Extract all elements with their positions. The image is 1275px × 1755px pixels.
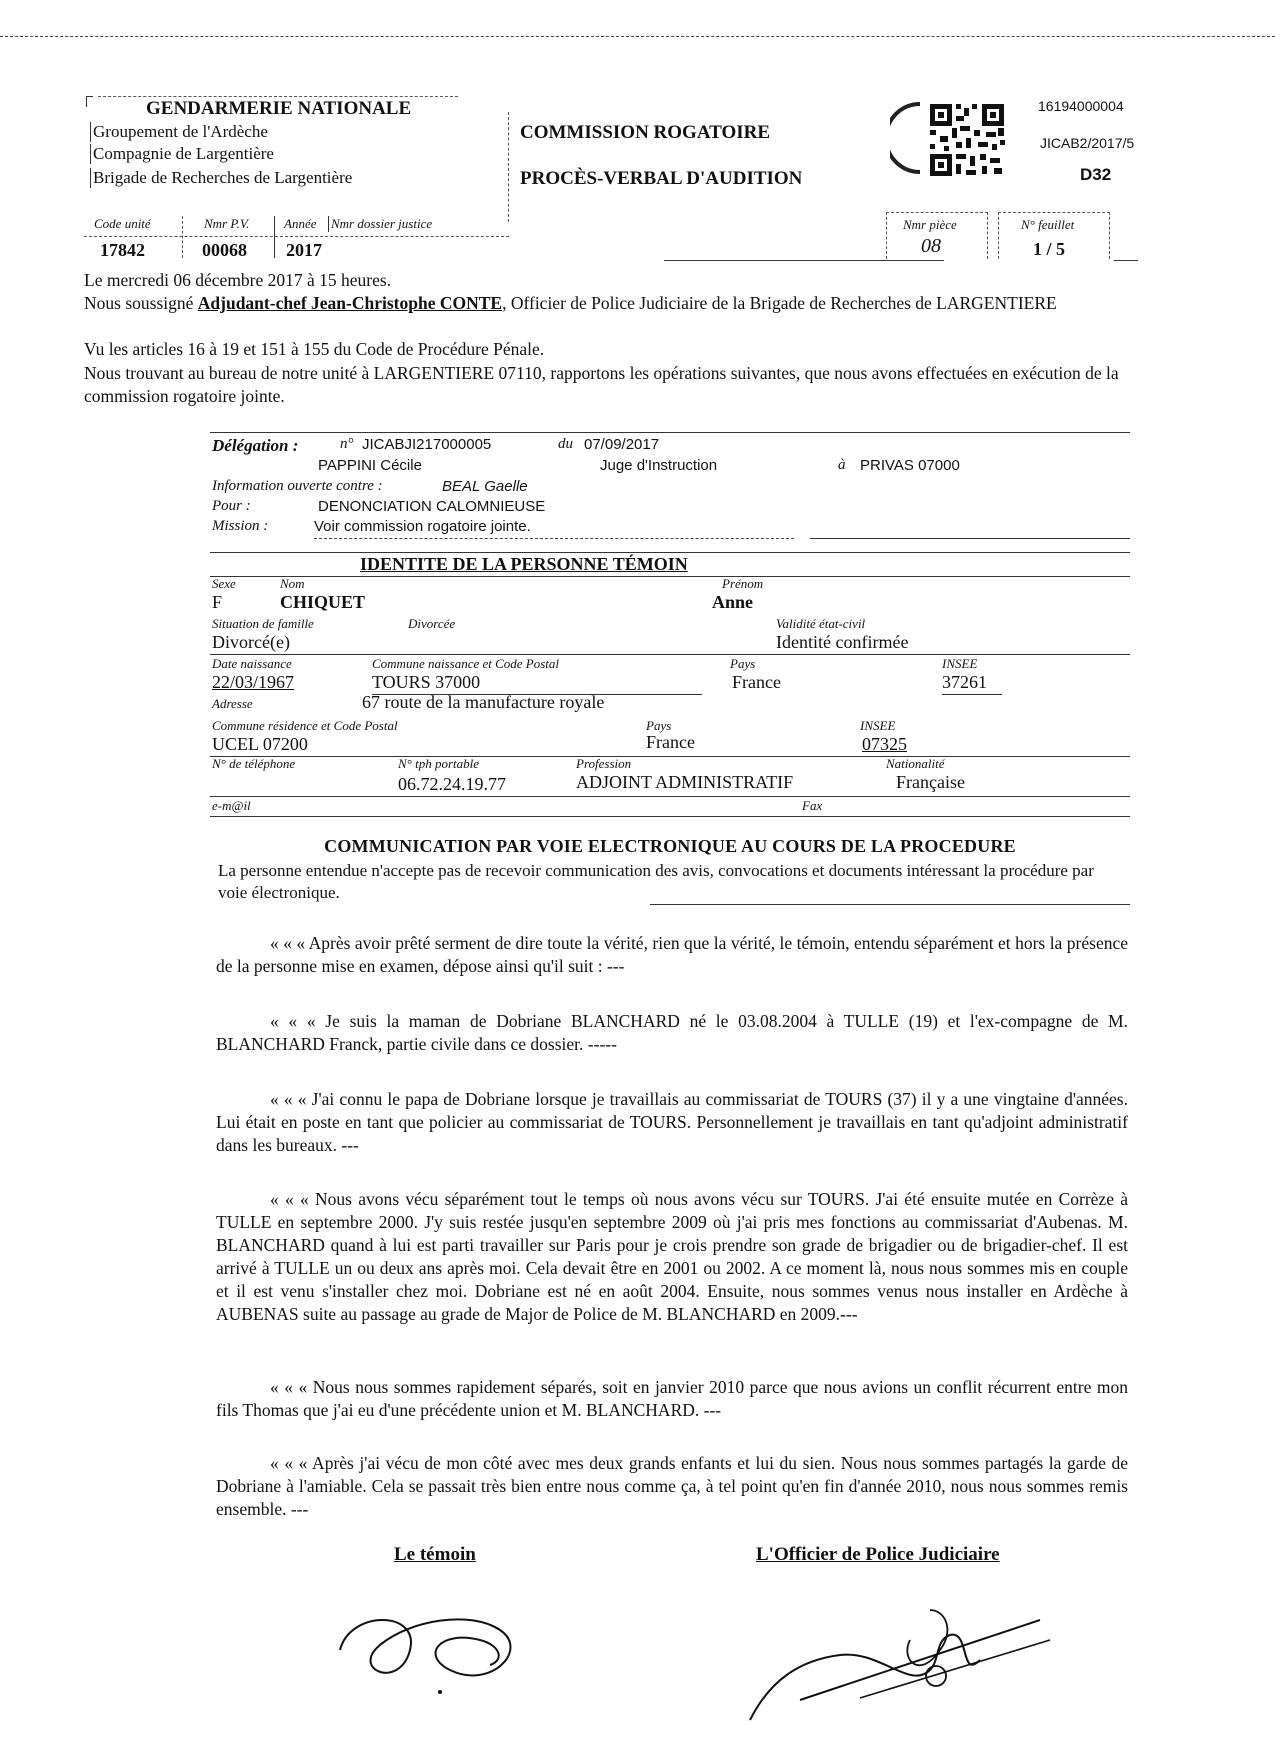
prenom-value: Anne <box>712 592 754 612</box>
sheet-value: 1 / 5 <box>1033 239 1066 259</box>
org-line-1: Groupement de l'Ardèche <box>90 122 268 142</box>
judge-city: PRIVAS 07000 <box>860 457 960 474</box>
delegation-date: 07/09/2017 <box>584 436 660 453</box>
identity-block: IDENTITE DE LA PERSONNE TÉMOIN Sexe Nom Prénom F CHIQUET Anne Situation de famille Divorcée Validité état-civil Divorcé(e) Identité confirmée Date naissance Commune naissance et Code Postal Pays INSEE 22/03/1967 TOURS 37000 France 37261 Adresse 67 route de la manufacture royale Commune résidence et Code Postal Pays INSEE UCEL 07200 France 07325 N° de téléphone N° tph portable Profession Nationalité 06.72.24.19.77 ADJOINT ADMINISTRATIF Française e-m@il Fax <box>210 552 1140 822</box>
code-unite-label: Code unité <box>94 216 151 231</box>
piece-label: Nmr pièce <box>903 217 957 232</box>
officer-name: Adjudant-chef Jean-Christophe CONTE <box>197 293 503 313</box>
judge-role: Juge d'Instruction <box>600 457 718 474</box>
naissance-value: 22/03/1967 <box>212 672 295 692</box>
judge-name: PAPPINI Cécile <box>318 457 422 474</box>
codes-row <box>84 212 1144 262</box>
sheet-box <box>998 212 1110 259</box>
piece-value: 08 <box>921 235 941 257</box>
mission-value: Voir commission rogatoire jointe. <box>314 518 531 535</box>
intro-location: Nous trouvant au bureau de notre unité à LARGENTIERE 07110, rapportons les opérations suivantes, que nous avons effectuées en exécution de la commission rogatoire jointe. <box>84 363 1119 406</box>
nom-value: CHIQUET <box>280 592 366 612</box>
info-value: BEAL Gaelle <box>442 478 528 495</box>
commune-naissance-value: TOURS 37000 <box>372 672 481 692</box>
nationalite-value: Française <box>896 772 965 792</box>
intro-articles: Vu les articles 16 à 19 et 151 à 155 du Code de Procédure Pénale. <box>84 339 545 359</box>
pv-label: Nmr P.V. <box>204 216 250 231</box>
statement-paragraph: « « « Après j'ai vécu de mon côté avec mes deux grands enfants et lui du sien. Nous nous sommes partagés la garde de Dobriane à l'amiable. Cela se passait très bien entre nous comme ça, à tel point qu'en fin d'année 2010, nous nous sommes remis ensemble. --- <box>216 1453 1128 1519</box>
doc-type-1: COMMISSION ROGATOIRE <box>520 122 771 143</box>
org-title: GENDARMERIE NATIONALE <box>146 98 412 119</box>
ref-number: 16194000004 <box>1038 98 1124 114</box>
insee-naissance-value: 37261 <box>942 672 987 692</box>
portable-value: 06.72.24.19.77 <box>398 774 506 794</box>
statement-paragraph: « « « Après avoir prêté serment de dire toute la vérité, rien que la vérité, le témoin, entendu séparément et hors la présence de la personne mise en examen, dépose ainsi qu'il suit : --- <box>216 933 1128 976</box>
communication-rule <box>650 904 1130 905</box>
situation-value: Divorcé(e) <box>212 632 290 652</box>
statement-paragraph: « « « Nous avons vécu séparément tout le temps où nous avons vécu sur TOURS. J'ai été ensuite mutée en Corrèze à TULLE en septembre 2000. J'y suis restée jusqu'en septembre 2009 où j'ai pris mes fonctions au commissariat d'Aubenas. M. BLANCHARD quand à lui est parti travailler sur Paris pour je crois prendre son grade de brigadier ou de brigadier-chef. Il est arrivé à TULLE un ou deux ans après moi. Cela devait être en 2001 ou 2002. A ce moment là, nous nous sommes mis en couple et il est venu s'installer chez moi. Dobriane est né en août 2004. Ensuite, nous sommes venus nous installer en Ardèche à AUBENAS suite au passage au grade de Major de Police de M. BLANCHARD en 2009.--- <box>216 1189 1128 1324</box>
code-unite-value: 17842 <box>100 240 145 260</box>
delegation-number: JICABJI217000005 <box>362 436 492 453</box>
delegation-block: Délégation : n° JICABJI217000005 du 07/09/2017 PAPPINI Cécile Juge d'Instruction à PRIVAS 07000 Information ouverte contre : BEAL Gaelle Pour : DENONCIATION CALOMNIEUSE Mission : Voir commission rogatoire jointe. <box>210 432 1140 542</box>
qr-code <box>890 98 1020 184</box>
commune-residence-value: UCEL 07200 <box>212 734 308 754</box>
pour-value: DENONCIATION CALOMNIEUSE <box>318 498 546 515</box>
piece-box <box>886 212 988 259</box>
statement-paragraph: « « « Je suis la maman de Dobriane BLANCHARD né le 03.08.2004 à TULLE (19) et l'ex-compagne de M. BLANCHARD Franck, partie civile dans ce dossier. ----- <box>216 1011 1128 1054</box>
pv-value: 00068 <box>202 240 247 260</box>
communication-text: La personne entendue n'accepte pas de recevoir communication des avis, convocations et documents intéressant la procédure par voie électronique. <box>218 861 1094 902</box>
header-divider <box>508 112 509 222</box>
witness-signature <box>330 1590 530 1700</box>
ref-tag: D32 <box>1080 165 1112 184</box>
sexe-value: F <box>212 592 223 612</box>
communication-title: COMMUNICATION PAR VOIE ELECTRONIQUE AU COURS DE LA PROCEDURE <box>324 836 1016 856</box>
validite-value: Identité confirmée <box>776 632 909 652</box>
intro-officer-line: Nous soussigné Adjudant-chef Jean-Christophe CONTE, Officier de Police Judiciaire de la Brigade de Recherches de LARGENTIERE <box>84 293 1057 313</box>
insee-residence-value: 07325 <box>862 734 907 754</box>
sheet-label: N° feuillet <box>1021 217 1075 232</box>
dossier-label: Nmr dossier justice <box>328 216 432 232</box>
identity-title: IDENTITE DE LA PERSONNE TÉMOIN <box>360 554 688 574</box>
statement-paragraph: « « « Nous nous sommes rapidement séparés, soit en janvier 2010 parce que nous avions un conflit récurrent entre mon fils Thomas que j'ai eu d'une précédente union et M. BLANCHARD. --- <box>216 1377 1128 1420</box>
officer-label: L'Officier de Police Judiciaire <box>756 1544 1000 1565</box>
year-value: 2017 <box>286 240 322 260</box>
ref-code: JICAB2/2017/5 <box>1040 135 1135 151</box>
pays-naissance-value: France <box>732 672 781 692</box>
officer-signature <box>740 1580 1060 1730</box>
top-rule <box>0 36 1275 37</box>
org-line-3: Brigade de Recherches de Largentière <box>90 168 352 188</box>
statement-paragraph: « « « J'ai connu le papa de Dobriane lorsque je travaillais au commissariat de TOURS (37) il y a une vingtaine d'années. Lui était en poste en tant que policier au commissariat de TOURS. Personnellement je travaillais en tant qu'adjoint administratif dans les bureaux. --- <box>216 1089 1128 1155</box>
pays-residence-value: France <box>646 732 695 752</box>
intro-date: Le mercredi 06 décembre 2017 à 15 heures. <box>84 270 392 290</box>
adresse-value: 67 route de la manufacture royale <box>362 692 605 712</box>
delegation-label: Délégation : <box>212 436 299 455</box>
doc-type-2: PROCÈS-VERBAL D'AUDITION <box>520 168 803 189</box>
org-line-2: Compagnie de Largentière <box>90 144 274 164</box>
year-label: Année <box>284 216 317 231</box>
witness-label: Le témoin <box>394 1544 476 1565</box>
profession-value: ADJOINT ADMINISTRATIF <box>576 772 794 792</box>
